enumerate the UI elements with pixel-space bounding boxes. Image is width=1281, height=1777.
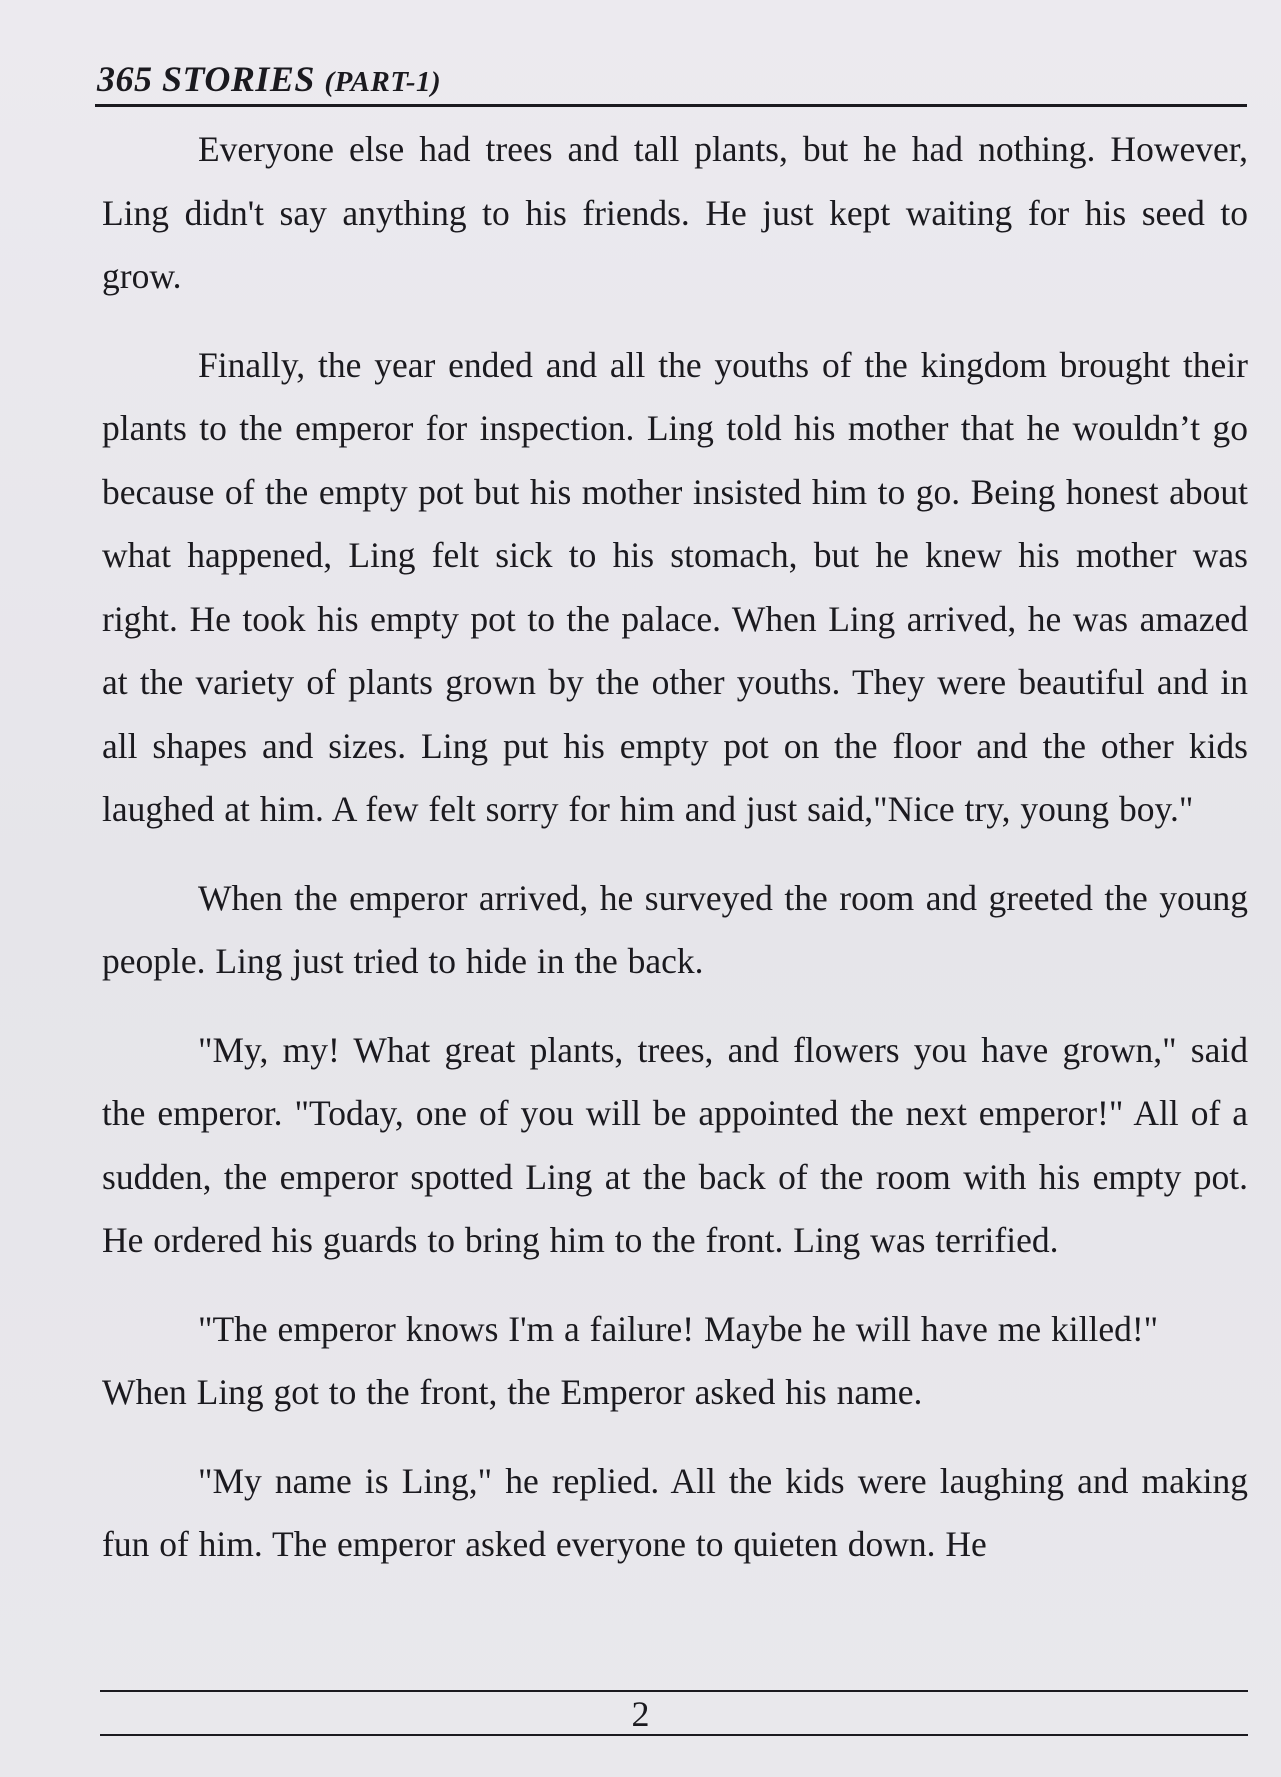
- book-title-main: 365 STORIES: [97, 59, 315, 99]
- paragraph: "The emperor knows I'm a failure! Maybe he will have me killed!": [198, 1308, 1159, 1349]
- running-header: [97, 52, 1245, 106]
- paragraph: When Ling got to the front, the Emperor asked his name.: [102, 1372, 923, 1412]
- paragraph: "My name is Ling," he replied. All the kids were laughing and making fun of him. The emperor asked everyone to quieten down. He: [102, 1460, 1248, 1564]
- page-number: 2: [631, 1694, 650, 1734]
- footer-rule-top: [100, 1690, 1248, 1692]
- paragraph: "My, my! What great plants, trees, and flowers you have grown," said the emperor. "Today, one of you will be appointed the next emperor!" All of a sudden, the emperor spotted Ling at the back of the room with his empty pot. He ordered his guards to bring him to the front. Ling was terrified.: [102, 1029, 1248, 1260]
- book-title-part: (PART-1): [324, 66, 442, 98]
- paragraph: Everyone else had trees and tall plants, but he had nothing. However, Ling didn't say anything to his friends. He just kept waiting for his seed to grow.: [102, 129, 1248, 296]
- footer-rule-bottom: [100, 1734, 1248, 1736]
- story-text: [102, 118, 1248, 1602]
- paragraph: When the emperor arrived, he surveyed the room and greeted the young people. Ling just tried to hide in the back.: [102, 877, 1248, 981]
- header-rule: [95, 104, 1247, 107]
- paragraph: Finally, the year ended and all the youths of the kingdom brought their plants to the emperor for inspection. Ling told his mother that he wouldn’t go because of the empty pot but his mother insisted him to go. Being honest about what happened, Ling felt sick to his stomach, but he knew his mother was right. He took his empty pot to the palace. When Ling arrived, he was amazed at the variety of plants grown by the other youths. They were beautiful and in all shapes and sizes. Ling put his empty pot on the floor and the other kids laughed at him. A few felt sorry for him and just said,"Nice try, young boy.": [102, 344, 1248, 829]
- book-title: [97, 58, 441, 100]
